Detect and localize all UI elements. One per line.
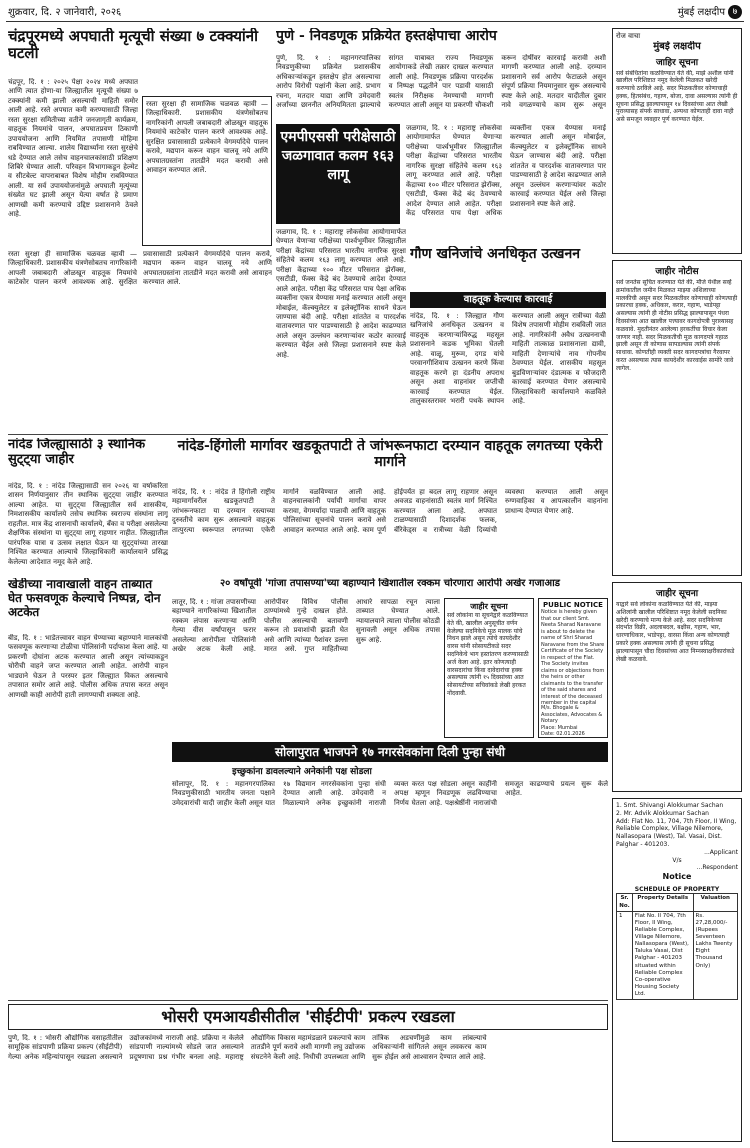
sidebar-body: रस्ता सुरक्षा ही सामाजिक चळवळ व्हावी — जिल्हाधिकारी. प्रशासकीय यंत्रणेसोबतच नागरिकांनी आपली जबाबदारी ओळखून वाहतूक नियमांचे काटेकोर पालन करणे आवश्यक आहे. सुरक्षित प्रवासासाठी प्रत्येकाने वेगमर्यादेचे पालन करावे, मद्यपान करून वाहन चालवू नये आणि अपघातग्रस्तांना तातडीने मदत करावी असे आवाहन करण्यात आले. xyxy=(146,100,268,175)
court-line-1: 1. Smt. Shivangi Alokkumar Sachan xyxy=(616,802,724,809)
solapur-subhead: इच्छुकांना डावलल्याने अनेकांनी पक्ष सोडला xyxy=(232,767,372,777)
english-notice-place: Place: Mumbai xyxy=(541,724,578,731)
pune-headline: पुणे - निवडणूक प्रक्रियेत हस्तक्षेपाचा आरोप xyxy=(276,28,497,44)
schedule-cell-desc: Flat No. II 704, 7th Floor, II Wing, Reliable Complex, Village Nilemore, Nallasopara (West), Taluka Vasai, Dist Palghar - 401203 situated within Reliable Complex Co-operative Housing Society Ltd. xyxy=(632,911,693,1000)
center-public-notice xyxy=(444,598,534,738)
nanded-road-body: नांदेड, दि. १ : नांदेड ते हिंगोली राष्ट्रीय महामार्गावरील खडकूतपाटी ते जांभरूनफाटा या दरम्यान रस्त्याच्या दुरुस्तीचे काम सुरू असल्याने वाहतूक तात्पुरत्या स्वरूपात लगतच्या एकेरी मार्गाने वळविण्यात आली आहे. वाहनचालकांनी पर्यायी मार्गाचा वापर करावा, वेगमर्यादा पाळावी आणि वाहतूक पोलिसांच्या सूचनांचे पालन करावे असे आवाहन करण्यात आले आहे. काम पूर्ण होईपर्यंत हा बदल लागू राहणार असून अवजड वाहनांसाठी स्वतंत्र मार्ग निश्चित करण्यात आला आहे. अपघात टाळण्यासाठी दिशादर्शक फलक, बॅरिकेड्स व रात्रीच्या वेळी दिव्यांची व्यवस्था करण्यात आली असून रुग्णवाहिका व आपत्कालीन वाहनांना प्राधान्य देण्यात येणार आहे. xyxy=(172,488,608,534)
header-right xyxy=(678,4,742,22)
divider xyxy=(8,434,608,435)
english-notice-title: PUBLIC NOTICE xyxy=(543,601,603,609)
subscribe-ad-body: सर्व संबंधितांना कळविण्यात येते की, माझे अशील यांनी खालील परिशिष्टात नमूद केलेली मिळकत खरेदी करण्याचे ठरविले आहे. सदर मिळकतीवर कोणाचाही हक्क, हितसंबंध, गहाण, बोजा, दावा असल्यास त्यांनी ही सूचना प्रसिद्ध झाल्यापासून १४ दिवसांच्या आत लेखी पुराव्यासह संपर्क साधावा, अन्यथा कोणताही दावा नाही असे समजून व्यवहार पूर्ण करण्यात येईल. xyxy=(616,69,738,124)
header-date: शुक्रवार, दि. २ जानेवारी, २०२६ xyxy=(8,7,122,18)
road-deaths-body: चंद्रपूर, दि. १ : २०२५ पेक्षा २०२४ मध्ये अपघात आणि त्यात होणा-या जिल्ह्यातील मृत्यूची संख्या ७ टक्क्यांनी कमी झाली असल्याची माहिती समोर आली आहे. रस्ते अपघात कमी करण्यासाठी जिल्हा रस्ता सुरक्षा समितीच्या वतीने जनजागृती कार्यक्रम, वाहतूक नियमांचे पालन, अपघातप्रवण ठिकाणी उपाययोजना आणि नियमित तपासणी मोहिमा राबविण्यात आल्या. शालेय विद्यार्थ्यांना रस्ता सुरक्षेचे धडे देण्यात आले तसेच वाहनचालकांसाठी प्रशिक्षण शिबिरे घेण्यात आली. परिवहन विभागाकडून हेल्मेट व सीटबेल्ट वापराबाबत विशेष मोहीम राबविण्यात आली. या सर्व उपाययोजनांमुळे अपघाती मृत्यूंच्या संख्येत घट झाली असून येत्या वर्षात हे प्रमाण आणखी कमी करण्याचे उद्दिष्ट प्रशासनाने ठेवले आहे. xyxy=(8,78,138,219)
road-deaths-body-continued: रस्ता सुरक्षा ही सामाजिक चळवळ व्हावी — जिल्हाधिकारी. प्रशासकीय यंत्रणेसोबतच नागरिकांनी आपली जबाबदारी ओळखून वाहतूक नियमांचे काटेकोर पालन करणे आवश्यक आहे. सुरक्षित प्रवासासाठी प्रत्येकाने वेगमर्यादेचे पालन करावे, मद्यपान करून वाहन चालवू नये आणि अपघातग्रस्तांना तातडीने मदत करावी असे आवाहन करण्यात आले. xyxy=(8,250,272,287)
schedule-header-desc: Property Details xyxy=(632,894,693,911)
pune-body: पुणे, दि. १ : महानगरपालिका निवडणुकीच्या प्रक्रियेत प्रशासकीय अधिकाऱ्यांकडून हस्तक्षेप होत असल्याचा आरोप विरोधी पक्षांनी केला आहे. प्रभाग रचना, मतदार याद्या आणि उमेदवारी अर्जांच्या छाननीत अनियमितता झाल्याचे सांगत याबाबत राज्य निवडणूक आयोगाकडे लेखी तक्रार दाखल करण्यात आली आहे. निवडणूक प्रक्रिया पारदर्शक व निष्पक्ष पद्धतीने पार पडावी यासाठी स्वतंत्र निरीक्षक नेमण्याची मागणी करण्यात आली असून या प्रकरणी चौकशी करून दोषींवर कारवाई करावी अशी मागणी करण्यात आली आहे. दरम्यान प्रशासनाने सर्व आरोप फेटाळले असून संपूर्ण प्रक्रिया नियमानुसार सुरू असल्याचे स्पष्ट केले आहे. मतदार यादीतील दुबार नावे वगळण्याचे काम सुरू असून xyxy=(276,54,606,110)
center-notice-body: सर्व लोकांना या सूचनेद्वारे कळविण्यात येते की, खालील अनुसूचीत वर्णन केलेल्या सदनिकेचे मूळ मालक यांचे निधन झाले असून त्यांचे कायदेशीर वारस यांनी सोसायटीकडे सदर सदनिकेचे भाग हस्तांतरण करण्यासाठी अर्ज केला आहे. इतर कोणत्याही वारसदारांचा किंवा दावेदारांचा हक्क असल्यास त्यांनी १५ दिवसांच्या आत सोसायटीच्या सचिवांकडे लेखी हरकत नोंदवावी. xyxy=(447,612,529,697)
vehicle-theft-body: बीड, दि. १ : भाडेतत्त्वावर वाहन घेण्याच्या बहाण्याने मालकांची फसवणूक करणाऱ्या टोळीचा पोलिसांनी पर्दाफाश केला आहे. या प्रकरणी दोघांना अटक करण्यात आली असून त्यांच्याकडून चोरीची वाहने जप्त करण्यात आली आहेत. आरोपी वाहन भाड्याने घेऊन ते परस्पर इतर जिल्ह्यात विकत असल्याचे तपासात समोर आले आहे. पोलीस अधिक तपास करत असून आणखी काही आरोपी हाती लागण्याची शक्यता आहे. xyxy=(8,634,168,699)
court-line-2: 2. Mr. Advik Alokkumar Sachan xyxy=(616,809,709,817)
right-notice-body: सर्व जनतेस सूचित करण्यात येते की, मौजे येथील सर्व्हे क्रमांकातील जमीन मिळकत माझ्या अशिलाच्या मालकीची असून सदर मिळकतीवर कोणाचाही कोणत्याही प्रकारचा हक्क, अधिकार, करार, गहाण, भाडेपट्टा असल्यास त्यांनी ही नोटीस प्रसिद्ध झाल्यापासून पंधरा दिवसांच्या आत खालील पत्त्यावर कागदोपत्री पुराव्यासह कळवावे. मुदतीनंतर आलेल्या हरकतींचा विचार केला जाणार नाही. सदर मिळकतीची मूळ कागदपत्रे गहाळ झाली असून ती कोणास सापडल्यास त्यांनी संपर्क साधावा. कोणतीही व्यक्ती सदर कागदपत्रांचा गैरवापर करत असल्यास त्यास कायदेशीर कारवाईस सामोरे जावे लागेल. xyxy=(616,279,738,372)
english-notice-body: Notice is hereby given that our client Smt. Neeta Sharad Naravane is about to delete the name of Shri Sharad Naravane from the Share Certificate of the Society in respect of the Flat. The Society invites claims or objections from the heirs or other claimants to the transfer of the said shares and interest of the deceased member in the capital xyxy=(541,609,605,705)
subscribe-ad-title: रोज वाचा xyxy=(616,32,641,40)
divider xyxy=(8,1000,608,1001)
mining-subhead: वाहतूक केल्यास कारवाई xyxy=(410,292,606,308)
right-public-notice xyxy=(612,260,742,576)
ganja-headline: २० वर्षांपूर्वी 'गांजा तपासण्या'च्या बहाण्याने खिशातील रक्कम चोरणारा आरोपी अखेर गजाआड xyxy=(219,578,561,589)
solapur-headline: सोलापुरात भाजपने १७ नगरसेवकांना दिली पुन्हा संधी xyxy=(172,742,608,762)
schedule-cell-sr: 1 xyxy=(617,911,633,1000)
nanded-holidays-headline: नांदेड जिल्ह्यासाठी ३ स्थानिक सुट्ट्या जाहीर xyxy=(8,438,146,467)
court-notice xyxy=(612,798,742,1142)
mining-body: नांदेड, दि. १ : जिल्ह्यात गौण खनिजांचे अनधिकृत उत्खनन व वाहतूक करणाऱ्यांविरुद्ध महसूल प्रशासनाने कडक भूमिका घेतली आहे. वाळू, मुरूम, दगड यांचे परवानगीशिवाय उत्खनन करणे किंवा वाहतूक करणे हा दंडनीय अपराध असून अशा वाहनांवर जप्तीची कारवाई करण्यात येईल. तालुकास्तरावर भरारी पथके स्थापन करण्यात आली असून रात्रीच्या वेळी विशेष तपासणी मोहीम राबविली जात आहे. नागरिकांनी अवैध उत्खननाची माहिती तात्काळ प्रशासनाला द्यावी, माहिती देणाऱ्यांचे नाव गोपनीय ठेवण्यात येईल. शासकीय महसूल बुडविणाऱ्यांवर दंडात्मक व फौजदारी कारवाई करण्यात येणार असल्याचे जिल्हाधिकारी कार्यालयाने कळविले आहे. xyxy=(410,312,606,405)
schedule-header-val: Valuation xyxy=(693,894,737,911)
mpsc-body-continued: जळगाव, दि. १ : महाराष्ट्र लोकसेवा आयोगामार्फत घेण्यात येणाऱ्या परीक्षेच्या पार्श्वभूमीवर जिल्ह्यातील परीक्षा केंद्रांच्या परिसरात भारतीय नागरिक सुरक्षा संहितेचे कलम १६३ लागू करण्यात आले आहे. परीक्षा केंद्राच्या १०० मीटर परिसरात झेरॉक्स, एसटीडी, फॅक्स केंद्रे बंद ठेवण्याचे आदेश देण्यात आले आहेत. परीक्षा केंद्र परिसरात पाच पेक्षा अधिक व्यक्तींना एकत्र येण्यास मनाई करण्यात आली असून मोबाईल, कॅल्क्युलेटर व इलेक्ट्रॉनिक साधने घेऊन जाण्यास बंदी आहे. परीक्षा शांततेत व पारदर्शक वातावरणात पार पाडण्यासाठी हे आदेश काढण्यात आले असून उल्लंघन करणाऱ्यांवर कठोर कारवाई करण्यात येईल असे जिल्हा प्रशासनाने स्पष्ट केले आहे. xyxy=(406,124,606,217)
mpsc-headline-box xyxy=(276,124,400,224)
table-row xyxy=(617,911,738,1000)
page-number-badge: ७ xyxy=(728,5,742,19)
subscribe-ad-sub: जाहिर सूचना xyxy=(655,57,699,68)
nanded-road-headline: नांदेड-हिंगोली मार्गावर खडकूतपाटी ते जांभरूनफाटा दरम्यान वाहतूक लगतच्या एकेरी मार्गाने xyxy=(177,438,603,471)
english-notice-date: Date: 02.01.2026 xyxy=(541,731,585,737)
vehicle-theft-headline: खेडीच्या नावाखाली वाहन ताब्यात घेत फसवणूक केल्याचे निष्पन्न, दोन अटकेत xyxy=(8,578,161,619)
road-deaths-headline: चंद्रपूरमध्ये अपघाती मृत्यूची संख्या ७ टक्क्यांनी घटली xyxy=(8,28,259,63)
header-paper: मुंबई लक्षदीप xyxy=(677,7,725,18)
bottom-right-notice-body: याद्वारे सर्व लोकांना कळविण्यात येते की, माझ्या अशिलांनी खालील परिशिष्टात नमूद केलेली सदनिका खरेदी करण्याचे मान्य केले आहे. सदर सदनिकेच्या संदर्भात विक्री, अदलाबदल, बक्षीस, गहाण, भार, धारणाधिकार, भाडेपट्टा, वारसा किंवा अन्य कोणत्याही प्रकारे हक्क असल्यास त्यांनी ही सूचना प्रसिद्ध झाल्यापासून चौदा दिवसांच्या आत निम्नस्वाक्षरीकारांकडे लेखी कळवावे. xyxy=(616,601,735,663)
court-versus: V/s xyxy=(672,856,682,864)
subscribe-ad xyxy=(612,28,742,254)
court-respondent: ...Respondent xyxy=(696,864,738,872)
bhosari-body: पुणे, दि. १ : भोसरी औद्योगिक वसाहतीतील सामूहिक सांडपाणी प्रक्रिया प्रकल्प (सीईटीपी) गेल्या अनेक महिन्यांपासून रखडला असल्याने उद्योजकांमध्ये नाराजी आहे. प्रक्रिया न केलेले सांडपाणी नाल्यांमध्ये सोडले जात असल्याने प्रदूषणाचा प्रश्न गंभीर बनला आहे. महाराष्ट्र औद्योगिक विकास महामंडळाने प्रकल्पाचे काम तातडीने पूर्ण करावे अशी मागणी लघु उद्योजक संघटनेने केली आहे. निधीची उपलब्धता आणि तांत्रिक अडचणींमुळे काम लांबल्याचे अधिकाऱ्यांनी सांगितले असून लवकरच काम सुरू होईल असे आश्वासन देण्यात आले आहे. xyxy=(8,1034,487,1061)
subscribe-ad-brand: मुंबई लक्षदीप xyxy=(653,41,701,52)
solapur-body: सोलापूर, दि. १ : महानगरपालिका निवडणुकीसाठी भारतीय जनता पक्षाने उमेदवारांची यादी जाहीर केली असून यात १७ विद्यमान नगरसेवकांना पुन्हा संधी देण्यात आली आहे. उमेदवारी न मिळाल्याने अनेक इच्छुकांनी नाराजी व्यक्त करत पक्ष सोडला असून काहींनी अपक्ष म्हणून निवडणूक लढविण्याचा निर्णय घेतला आहे. पक्षश्रेष्ठींनी नाराजांची समजूत काढण्याचे प्रयत्न सुरू केले आहेत. xyxy=(172,780,608,807)
court-line-3: Add: Flat No. 11, 704, 7th Floor, II Wing, Reliable Complex, Village Nilemore, Nallasopara (West), Tal. Vasai, Dist. Palghar - 401203. xyxy=(616,817,737,848)
center-notice-title: जाहीर सूचना xyxy=(470,602,508,611)
english-notice-signature: M/s. Bhogale & Associates, Advocates & Notary xyxy=(541,705,603,724)
court-notice-title: Notice xyxy=(662,872,692,882)
english-public-notice xyxy=(538,598,608,738)
schedule-table xyxy=(616,893,738,1000)
bottom-right-notice xyxy=(612,582,742,792)
right-notice-title: जाहीर नोटीस xyxy=(655,267,699,277)
nanded-holidays-body: नांदेड, दि. १ : नांदेड जिल्ह्यासाठी सन २०२६ या वर्षाकरिता शासन निर्णयानुसार तीन स्थानिक सुट्ट्या जाहीर करण्यात आल्या आहेत. या सुट्ट्या जिल्ह्यातील सर्व शासकीय, निमशासकीय कार्यालये तसेच स्थानिक स्वराज्य संस्थांना लागू राहतील. मात्र केंद्र शासनाची कार्यालये, बँका व परीक्षा असलेल्या शैक्षणिक संस्थांना या सुट्ट्या लागू राहणार नाहीत. जिल्ह्यातील पारंपरिक यात्रा व उत्सव लक्षात घेऊन या सुट्ट्यांच्या तारखा निश्चित करण्यात आल्याचे जिल्हाधिकारी कार्यालयाने प्रसिद्ध केलेल्या आदेशात नमूद केले आहे. xyxy=(8,482,168,566)
court-applicant: ...Applicant xyxy=(704,848,738,856)
mining-headline: गौण खनिजांचे अनधिकृत उत्खनन xyxy=(410,246,581,262)
road-safety-sidebar xyxy=(142,96,272,246)
schedule-title: SCHEDULE OF PROPERTY xyxy=(634,885,720,893)
mpsc-headline: एमपीएससी परीक्षेसाठी जळगावात कलम १६३ लागू xyxy=(280,129,396,183)
mpsc-body: जळगाव, दि. १ : महाराष्ट्र लोकसेवा आयोगामार्फत घेण्यात येणाऱ्या परीक्षेच्या पार्श्वभूमीवर जिल्ह्यातील परीक्षा केंद्रांच्या परिसरात भारतीय नागरिक सुरक्षा संहितेचे कलम १६३ लागू करण्यात आले आहे. परीक्षा केंद्राच्या १०० मीटर परिसरात झेरॉक्स, एसटीडी, फॅक्स केंद्रे बंद ठेवण्याचे आदेश देण्यात आले आहेत. परीक्षा केंद्र परिसरात पाच पेक्षा अधिक व्यक्तींना एकत्र येण्यास मनाई करण्यात आली असून मोबाईल, कॅल्क्युलेटर व इलेक्ट्रॉनिक साधने घेऊन जाण्यास बंदी आहे. परीक्षा शांततेत व पारदर्शक वातावरणात पार पाडण्यासाठी हे आदेश काढण्यात आले असून उल्लंघन करणाऱ्यांवर कठोर कारवाई करण्यात येईल असे जिल्हा प्रशासनाने स्पष्ट केले आहे. xyxy=(276,228,406,359)
bottom-right-notice-title: जाहीर सूचना xyxy=(655,589,699,599)
ganja-body: लातूर, दि. १ : गांजा तपासणीच्या बहाण्याने नागरिकांच्या खिशातील रक्कम लंपास करणाऱ्या आणि गेल्या वीस वर्षांपासून फरार असलेल्या आरोपीला पोलिसांनी अखेर अटक केली आहे. आरोपीवर विविध पोलीस ठाण्यांमध्ये गुन्हे दाखल होते. पोलीस असल्याची बतावणी करून तो प्रवाशांची झडती घेत असे आणि त्यांच्या पैशांवर डल्ला मारत असे. गुप्त माहितीच्या आधारे सापळा रचून त्याला ताब्यात घेण्यात आले. न्यायालयाने त्याला पोलीस कोठडी सुनावली असून अधिक तपास सुरू आहे. xyxy=(172,598,440,654)
schedule-header-sr: Sr. No. xyxy=(617,894,633,911)
bhosari-headline: भोसरी एमआयडीसीतील 'सीईटीपी' प्रकल्प रखडला xyxy=(8,1004,608,1030)
page-header xyxy=(6,4,744,22)
schedule-cell-val: Rs. 27,28,000/- (Rupees Seventeen Lakhs Twenty Eight Thousand Only) xyxy=(693,911,737,1000)
